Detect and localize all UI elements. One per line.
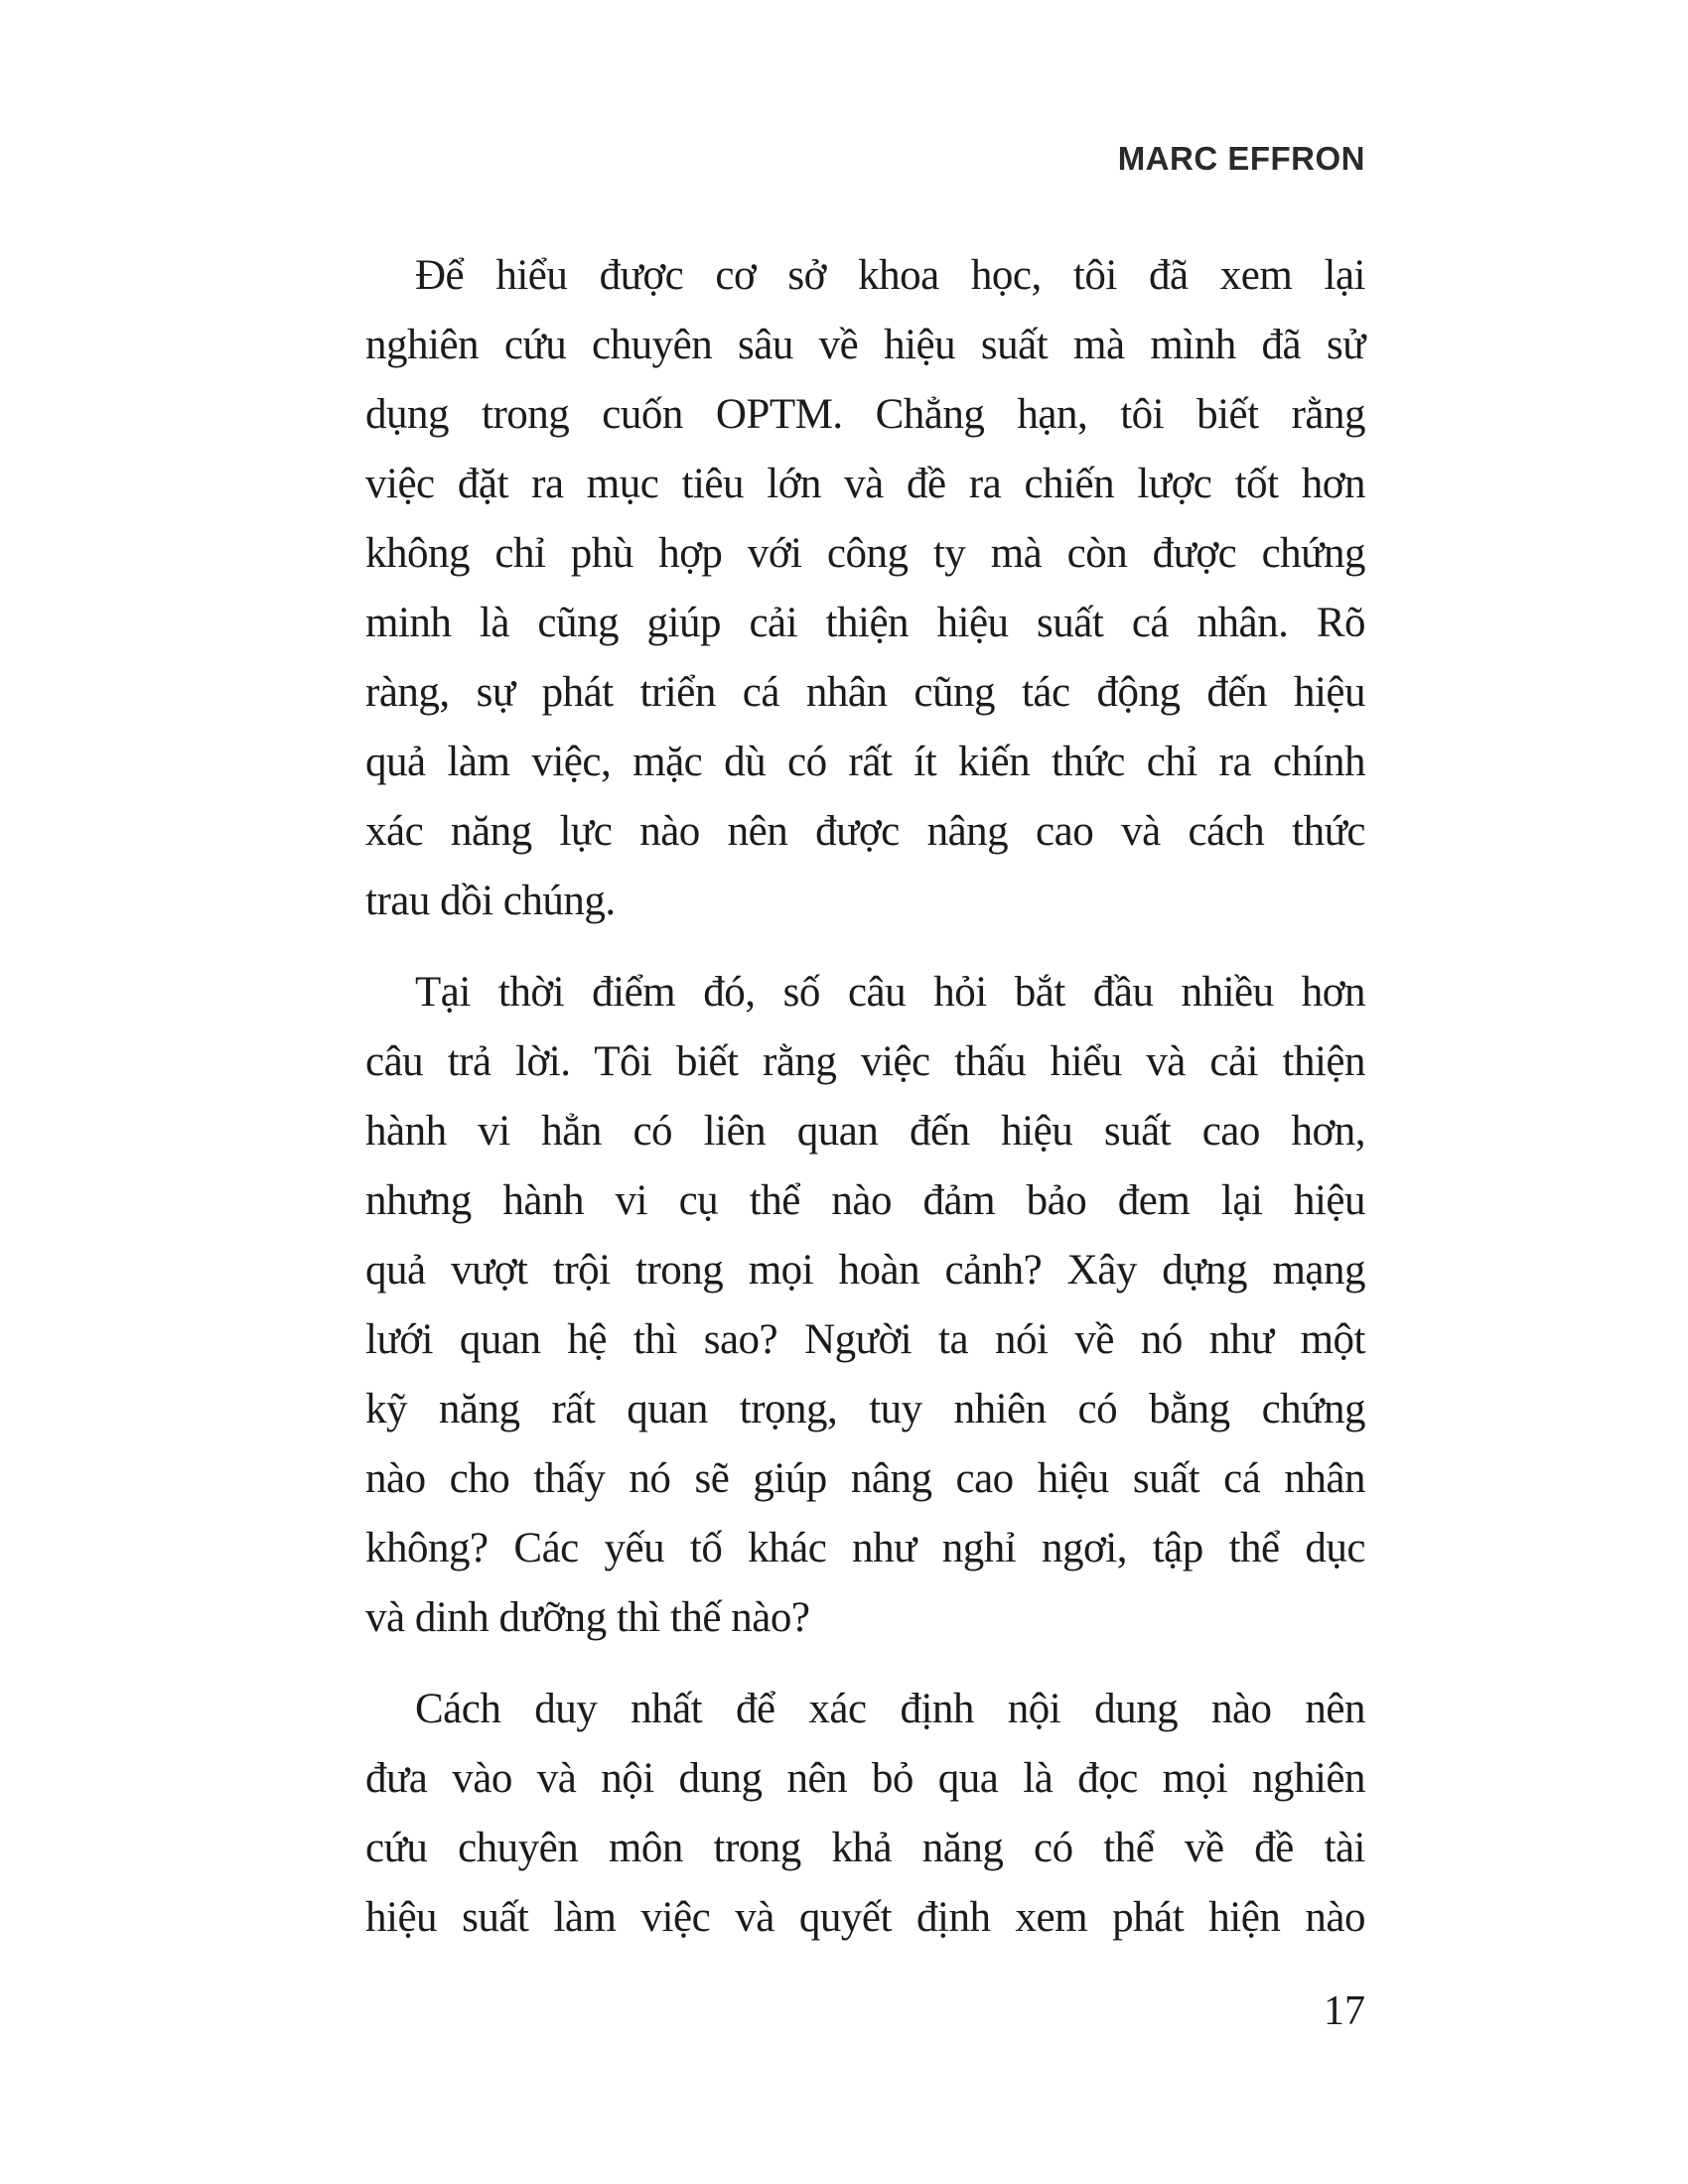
paragraph (365, 958, 1365, 1653)
running-header: MARC EFFRON (1117, 140, 1365, 177)
paragraph (365, 241, 1365, 936)
text-line: nghiên cứu chuyên sâu về hiệu suất mà mình đã sử (365, 322, 1365, 368)
text-line: quả làm việc, mặc dù có rất ít kiến thức chỉ ra chính (365, 739, 1365, 785)
page-number: 17 (1324, 1988, 1365, 2034)
text-line: không? Các yếu tố khác như nghỉ ngơi, tập thể dục (365, 1525, 1365, 1571)
text-line: nào cho thấy nó sẽ giúp nâng cao hiệu suất cá nhân (365, 1455, 1365, 1502)
text-line: nhưng hành vi cụ thể nào đảm bảo đem lại hiệu (365, 1177, 1365, 1224)
text-line: dụng trong cuốn OPTM. Chẳng hạn, tôi biết rằng (365, 391, 1365, 438)
text-line: Tại thời điểm đó, số câu hỏi bắt đầu nhiều hơn (415, 969, 1365, 1016)
text-line: hiệu suất làm việc và quyết định xem phát hiện nào (365, 1894, 1365, 1941)
paragraph (365, 1675, 1365, 1953)
text-line: và dinh dưỡng thì thế nào? (365, 1594, 810, 1641)
text-line: kỹ năng rất quan trọng, tuy nhiên có bằng chứng (365, 1386, 1365, 1433)
text-line: trau dồi chúng. (365, 878, 616, 924)
paragraphs (365, 241, 1365, 1953)
text-line: lưới quan hệ thì sao? Người ta nói về nó như một (365, 1316, 1365, 1363)
text-line: xác năng lực nào nên được nâng cao và cách thức (365, 808, 1365, 855)
text-line: minh là cũng giúp cải thiện hiệu suất cá nhân. Rõ (365, 600, 1365, 646)
text-line: quả vượt trội trong mọi hoàn cảnh? Xây dựng mạng (365, 1247, 1365, 1294)
text-line: ràng, sự phát triển cá nhân cũng tác động đến hiệu (365, 669, 1365, 716)
text-line: hành vi hẳn có liên quan đến hiệu suất cao hơn, (365, 1108, 1365, 1155)
text-line: cứu chuyên môn trong khả năng có thể về đề tài (365, 1825, 1365, 1871)
text-line: câu trả lời. Tôi biết rằng việc thấu hiểu và cải thiện (365, 1038, 1365, 1085)
text-line: không chỉ phù hợp với công ty mà còn được chứng (365, 530, 1365, 577)
text-line: Cách duy nhất để xác định nội dung nào nên (415, 1686, 1365, 1732)
page-body-text (365, 241, 1365, 1953)
text-line: đưa vào và nội dung nên bỏ qua là đọc mọi nghiên (365, 1755, 1365, 1802)
text-line: Để hiểu được cơ sở khoa học, tôi đã xem lại (415, 252, 1365, 299)
text-line: việc đặt ra mục tiêu lớn và đề ra chiến lược tốt hơn (365, 461, 1365, 507)
